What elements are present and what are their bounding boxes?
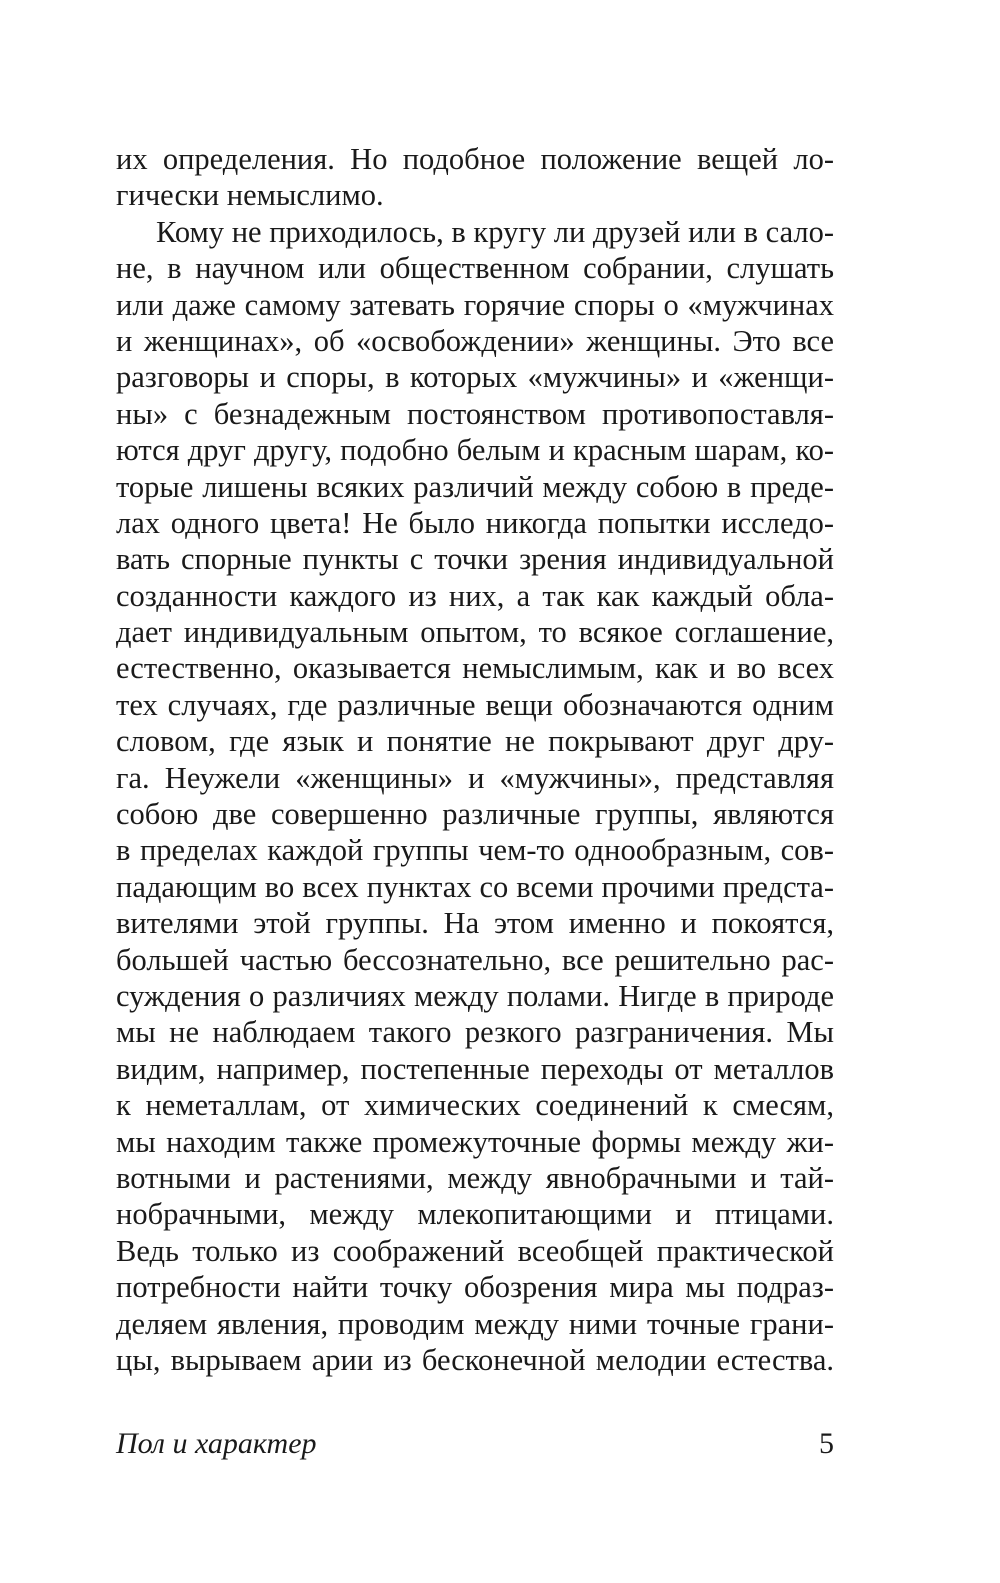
text-line: словом, где язык и понятие не покрывают друг дру-: [116, 724, 834, 759]
text-line: большей частью бессознательно, все решительно рас-: [116, 942, 834, 977]
text-line: потребности найти точку обозрения мира мы подраз-: [116, 1270, 834, 1305]
text-line: созданности каждого из них, а так как каждый обла-: [116, 578, 834, 613]
text-line: деляем явления, проводим между ними точные грани-: [116, 1306, 834, 1341]
text-line: видим, например, постепенные переходы от металлов: [116, 1051, 834, 1086]
text-line: суждения о различиях между полами. Нигде в природе: [116, 978, 834, 1013]
text-line: ются друг другу, подобно белым и красным шарам, ко-: [116, 433, 834, 468]
text-line: тех случаях, где различные вещи обозначаются одним: [116, 687, 834, 722]
text-line: нобрачными, между млекопитающими и птицами.: [116, 1197, 834, 1232]
text-line: или даже самому затевать горячие споры о «мужчинах: [116, 287, 834, 322]
text-line: ны» с безнадежным постоянством противопоставля-: [116, 396, 834, 431]
text-line: к неметаллам, от химических соединений к смесям,: [116, 1088, 834, 1123]
text-line: их определения. Но подобное положение вещей ло-: [116, 142, 834, 176]
text-line: га. Неужели «женщины» и «мужчины», представляя: [116, 760, 834, 795]
text-line: цы, вырываем арии из бесконечной мелодии естества.: [116, 1342, 834, 1377]
text-line: вителями этой группы. На этом именно и покоятся,: [116, 906, 834, 941]
text-line: и женщинах», об «освобождении» женщины. Это все: [116, 323, 834, 358]
text-line: естественно, оказывается немыслимым, как и во всех: [116, 651, 834, 686]
text-line: вотными и растениями, между явнобрачными и тай-: [116, 1160, 834, 1195]
text-line: мы не наблюдаем такого резкого разграничения. Мы: [116, 1015, 834, 1050]
body-text: [116, 141, 834, 1378]
text-line: Кому не приходилось, в кругу ли друзей или в сало-: [156, 214, 834, 249]
text-line: собою две совершенно различные группы, являются: [116, 797, 834, 832]
text-line: не, в научном или общественном собрании, слушать: [116, 251, 834, 286]
text-line: вать спорные пункты с точки зрения индивидуальной: [116, 542, 834, 577]
text-line: торые лишены всяких различий между собою в преде-: [116, 469, 834, 504]
text-line: гически немыслимо.: [116, 178, 384, 213]
text-line: в пределах каждой группы чем-то однообразным, сов-: [116, 833, 834, 868]
text-line: разговоры и споры, в которых «мужчины» и «женщи-: [116, 360, 834, 395]
text-line: мы находим также промежуточные формы между жи-: [116, 1124, 834, 1159]
running-footer-title: Пол и характер: [116, 1427, 317, 1460]
text-line: Ведь только из соображений всеобщей практической: [116, 1233, 834, 1268]
page-number: 5: [819, 1427, 834, 1460]
text-line: дает индивидуальным опытом, то всякое соглашение,: [116, 615, 834, 650]
text-line: лах одного цвета! Не было никогда попытки исследо-: [116, 505, 834, 540]
text-line: падающим во всех пунктах со всеми прочими предста-: [116, 869, 834, 904]
